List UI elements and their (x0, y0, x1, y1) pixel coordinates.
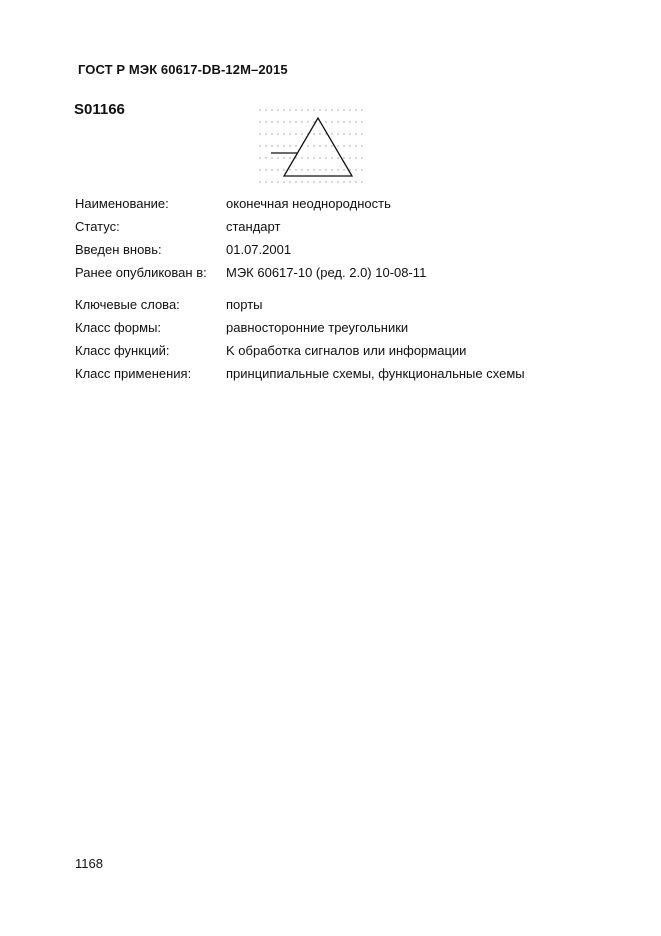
grid-dot (337, 121, 338, 122)
grid-dot (295, 145, 296, 146)
grid-dot (277, 109, 278, 110)
grid-dot (259, 145, 260, 146)
grid-dot (277, 157, 278, 158)
grid-dot (337, 181, 338, 182)
grid-dot (349, 109, 350, 110)
grid-dot (337, 133, 338, 134)
grid-dot (283, 181, 284, 182)
grid-dot (277, 133, 278, 134)
grid-dot (259, 157, 260, 158)
grid-dot (271, 169, 272, 170)
grid-dot (319, 109, 320, 110)
grid-dot (265, 157, 266, 158)
grid-dot (331, 157, 332, 158)
grid-dot (355, 169, 356, 170)
grid-dot (355, 121, 356, 122)
grid-dot (325, 109, 326, 110)
grid-dot (331, 169, 332, 170)
grid-dot (283, 121, 284, 122)
grid-dot (265, 145, 266, 146)
grid-dot (295, 169, 296, 170)
grid-dot (289, 169, 290, 170)
property-value: МЭК 60617-10 (ред. 2.0) 10-08-11 (226, 265, 427, 280)
property-label: Класс применения: (75, 366, 192, 381)
grid-dot (313, 121, 314, 122)
document-header: ГОСТ Р МЭК 60617-DB-12M–2015 (78, 62, 288, 77)
grid-dot (301, 109, 302, 110)
property-label: Класс функций: (75, 343, 170, 358)
grid-dot (277, 181, 278, 182)
grid-dot (271, 181, 272, 182)
grid-dot (301, 157, 302, 158)
grid-dot (271, 109, 272, 110)
page-number: 1168 (75, 856, 103, 871)
property-value: принципиальные схемы, функциональные схемы (226, 366, 525, 381)
grid-dot (319, 181, 320, 182)
grid-dot (259, 169, 260, 170)
grid-dot (307, 181, 308, 182)
grid-dot (337, 169, 338, 170)
grid-dot (313, 181, 314, 182)
grid-dot (289, 109, 290, 110)
grid-dot (289, 145, 290, 146)
grid-dot (307, 145, 308, 146)
grid-dot (283, 169, 284, 170)
grid-dot (331, 145, 332, 146)
grid-dot (343, 145, 344, 146)
grid-dot (301, 133, 302, 134)
grid-dot (343, 133, 344, 134)
grid-dot (355, 109, 356, 110)
grid-dot (313, 133, 314, 134)
grid-dot (265, 169, 266, 170)
grid-dot (283, 133, 284, 134)
grid-dot (331, 181, 332, 182)
property-label: Ключевые слова: (75, 297, 180, 312)
grid-dot (295, 121, 296, 122)
grid-dot (307, 157, 308, 158)
property-value: стандарт (226, 219, 281, 234)
grid-dot (349, 121, 350, 122)
grid-dot (331, 121, 332, 122)
grid-dot (319, 157, 320, 158)
grid-dot (337, 109, 338, 110)
grid-dot (271, 121, 272, 122)
property-label: Статус: (75, 219, 120, 234)
grid-dot (301, 121, 302, 122)
grid-dot (313, 169, 314, 170)
grid-dot (355, 157, 356, 158)
grid-dot (361, 121, 362, 122)
grid-dot (361, 181, 362, 182)
grid-dot (361, 109, 362, 110)
grid-dot (283, 157, 284, 158)
grid-dot (361, 133, 362, 134)
triangle-symbol-icon (256, 106, 368, 188)
grid-dot (349, 133, 350, 134)
grid-dot (355, 133, 356, 134)
grid-dot (289, 181, 290, 182)
grid-dot (343, 157, 344, 158)
grid-dot (343, 181, 344, 182)
grid-dot (325, 145, 326, 146)
grid-dot (295, 181, 296, 182)
grid-dot (259, 121, 260, 122)
grid-dot (325, 169, 326, 170)
grid-dot (289, 133, 290, 134)
grid-dot (283, 109, 284, 110)
grid-dot (313, 109, 314, 110)
grid-dot (295, 133, 296, 134)
grid-dot (283, 145, 284, 146)
grid-dot (289, 121, 290, 122)
grid-dot (349, 157, 350, 158)
grid-dot (277, 121, 278, 122)
grid-dot (325, 121, 326, 122)
grid-dot (265, 121, 266, 122)
property-value: K обработка сигналов или информации (226, 343, 467, 358)
grid-dot (301, 181, 302, 182)
property-label: Введен вновь: (75, 242, 162, 257)
property-label: Класс формы: (75, 320, 162, 335)
grid-dot (277, 169, 278, 170)
grid-dot (259, 181, 260, 182)
dot-grid (259, 109, 362, 182)
grid-dot (307, 121, 308, 122)
grid-dot (265, 181, 266, 182)
grid-dot (343, 109, 344, 110)
grid-dot (361, 157, 362, 158)
grid-dot (265, 109, 266, 110)
grid-dot (271, 133, 272, 134)
grid-dot (313, 157, 314, 158)
property-label: Наименование: (75, 196, 169, 211)
grid-dot (349, 181, 350, 182)
grid-dot (325, 157, 326, 158)
triangle-shape (284, 118, 352, 176)
grid-dot (259, 109, 260, 110)
grid-dot (337, 145, 338, 146)
grid-dot (313, 145, 314, 146)
grid-dot (271, 145, 272, 146)
grid-dot (319, 169, 320, 170)
grid-dot (319, 133, 320, 134)
grid-dot (277, 145, 278, 146)
grid-dot (319, 145, 320, 146)
grid-dot (331, 109, 332, 110)
grid-dot (259, 133, 260, 134)
symbol-code: S01166 (74, 101, 125, 118)
grid-dot (295, 109, 296, 110)
grid-dot (355, 145, 356, 146)
grid-dot (271, 157, 272, 158)
grid-dot (325, 181, 326, 182)
grid-dot (343, 121, 344, 122)
grid-dot (337, 157, 338, 158)
grid-dot (301, 169, 302, 170)
grid-dot (349, 145, 350, 146)
grid-dot (331, 133, 332, 134)
grid-dot (289, 157, 290, 158)
grid-dot (265, 133, 266, 134)
grid-dot (361, 169, 362, 170)
property-value: порты (226, 297, 263, 312)
grid-dot (307, 169, 308, 170)
grid-dot (361, 145, 362, 146)
grid-dot (355, 181, 356, 182)
property-value: 01.07.2001 (226, 242, 292, 257)
grid-dot (343, 169, 344, 170)
grid-dot (307, 109, 308, 110)
property-value: равносторонние треугольники (226, 320, 409, 335)
property-value: оконечная неоднородность (226, 196, 391, 211)
property-label: Ранее опубликован в: (75, 265, 207, 280)
